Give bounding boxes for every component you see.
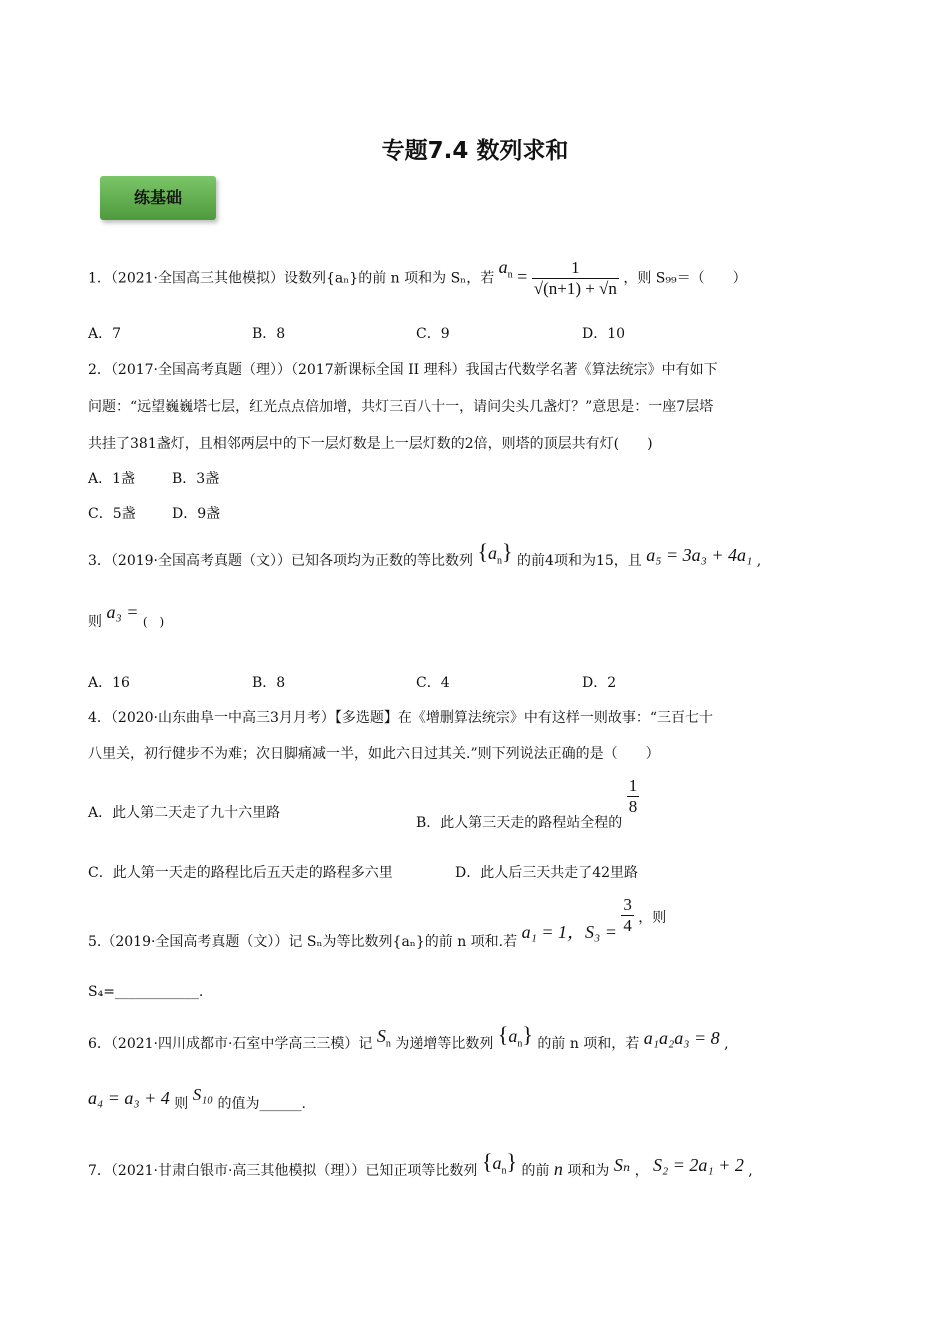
question-6: 6．（2021·四川成都市·石室中学高三三模）记 $S_n$ 为递增等比数列 $\{a_n\}$ 的前 n 项和，若 a₁a₂a₃ = 8 ,	[88, 1022, 729, 1052]
q3-mid: 的前4项和为15，且	[517, 553, 642, 569]
q4-option-d: D．此人后三天共走了42里路	[455, 865, 639, 881]
q2-option-c: C．5盏	[88, 506, 136, 522]
question-7: 7．（2021·甘肃白银市·高三其他模拟（理））已知正项等比数列 $\{a_n\}$ 的前 n 项和为 Sₙ ， S₂ = 2a₁ + 2 ,	[88, 1149, 753, 1179]
q2-line-1: 2．（2017·全国高考真题（理））（2017新课标全国 II 理科）我国古代数学名著《算法统宗》中有如下	[88, 362, 718, 378]
question-5: 5.（2019·全国高考真题（文））记 Sₙ为等比数列{aₙ}的前 n 项和.若 a₁ = 1，S₃ = $\frac{3}{4}$ ，则	[88, 895, 667, 950]
q1-text: 1．（2021·全国高三其他模拟）设数列{aₙ}的前 n 项和为 Sₙ，若	[88, 270, 495, 287]
q3-line2-formula: a₃ =	[106, 602, 139, 622]
q3-option-b: B．8	[252, 675, 286, 691]
q1-option-d: D．10	[582, 326, 626, 342]
q5-text: 5.（2019·全国高考真题（文））记 Sₙ为等比数列{aₙ}的前 n 项和.若	[88, 933, 518, 950]
q1-tail: ，则 S₉₉＝（ ）	[623, 270, 747, 287]
q4-line-1: 4．（2020·山东曲阜一中高三3月月考）【多选题】在《增删算法统宗》中有这样一则故事：“三百七十	[88, 710, 714, 726]
q5-formula: a₁ = 1，S₃ =	[521, 921, 617, 942]
q1-fraction: $\frac{1}{√(n+1) + √n}$	[533, 258, 617, 298]
q1-option-a: A．7	[88, 326, 122, 342]
q5-line-2: S₄=____________.	[88, 984, 204, 1000]
section-badge: 练基础	[100, 176, 216, 220]
q3-formula: a₅ = 3a₃ + 4a₁	[646, 545, 753, 565]
q4-option-c: C．此人第一天走的路程比后五天走的路程多六里	[88, 865, 393, 881]
q3-option-c: C．4	[416, 675, 450, 691]
q2-option-d: D．9盏	[172, 506, 221, 522]
q4-option-a: A．此人第二天走了九十六里路	[88, 805, 281, 821]
q4-option-b: B．此人第三天走的路程站全程的 $\frac{1}{8}$	[416, 776, 638, 831]
q1-option-c: C．9	[416, 326, 450, 342]
q3-sequence: $\{a_n\}$	[477, 539, 513, 567]
q6-formula: a₁a₂a₃ = 8	[643, 1028, 720, 1048]
q3-line-2: 则 a₃ = ( )	[88, 602, 165, 630]
q3-text: 3．（2019·全国高考真题（文））已知各项均为正数的等比数列	[88, 553, 473, 569]
q4-line-2: 八里关，初行健步不为难；次日脚痛减一半，如此六日过其关.”则下列说法正确的是（ ）	[88, 746, 660, 762]
question-1: 1．（2021·全国高三其他模拟）设数列{aₙ}的前 n 项和为 Sₙ，若 $a_n$ = $\frac{1}{√(n+1) + √n}$ ，则 S₉₉＝（ ）	[88, 256, 747, 298]
question-3: 3．（2019·全国高考真题（文））已知各项均为正数的等比数列 $\{a_n\}$ 的前4项和为15，且 a₅ = 3a₃ + 4a₁ ,	[88, 539, 762, 569]
page-title: 专题7.4 数列求和	[381, 138, 569, 164]
q2-line-3: 共挂了381盏灯，且相邻两层中的下一层灯数是上一层灯数的2倍，则塔的顶层共有灯( )	[88, 436, 653, 452]
q3-option-a: A．16	[88, 675, 130, 691]
q2-option-b: B．3盏	[172, 471, 220, 487]
q3-option-d: D．2	[582, 675, 617, 691]
q6-line2-formula: a₄ = a₃ + 4	[88, 1088, 170, 1108]
q1-option-b: B．8	[252, 326, 286, 342]
q2-option-a: A．1盏	[88, 471, 136, 487]
q6-line-2: a₄ = a₃ + 4 则 S₁₀ 的值为______.	[88, 1085, 306, 1112]
q7-formula: S₂ = 2a₁ + 2	[653, 1155, 744, 1175]
q2-line-2: 问题：“远望巍巍塔七层，红光点点倍加增，共灯三百八十一，请问尖头几盏灯？”意思是：一座7层塔	[88, 399, 714, 415]
q1-formula-lhs: $a_n$	[498, 256, 513, 281]
